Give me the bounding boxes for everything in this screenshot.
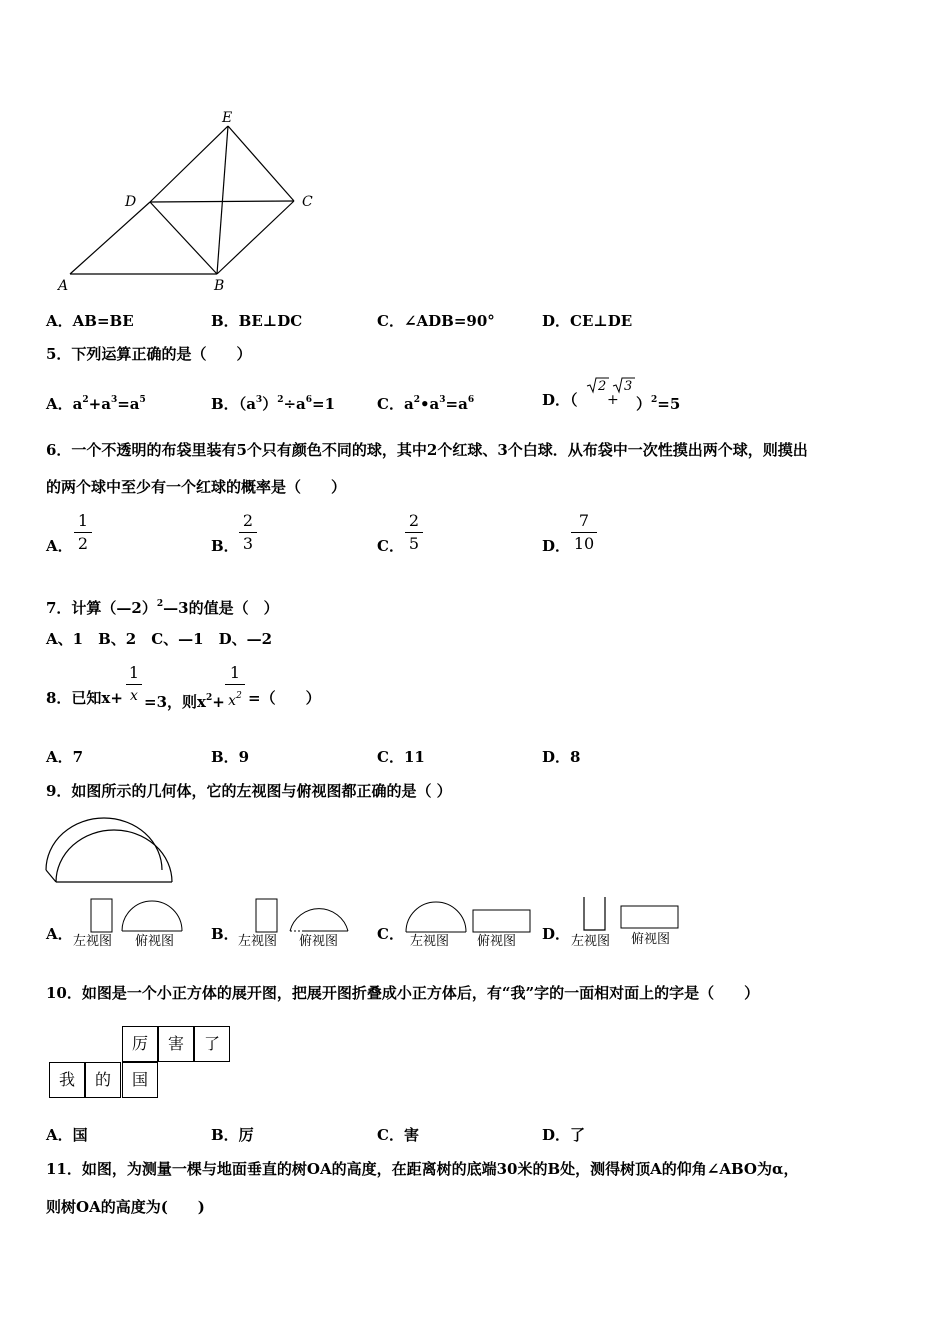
point-a-label: A — [58, 278, 69, 294]
denominator: 3 — [239, 532, 257, 555]
numerator: 2 — [242, 511, 254, 530]
q9-option-d-letter: D． — [542, 925, 571, 943]
q7-options: A、1 B、2 C、—1 D、—2 — [46, 630, 273, 648]
q5-stem: 5．下列运算正确的是（ ） — [46, 345, 252, 363]
q5-option-c: C．$a^2•a^3=a^6$ — [377, 395, 475, 413]
q10-option-b: B．厉 — [211, 1126, 254, 1144]
q10-option-a: A．国 — [46, 1126, 88, 1144]
point-e-label: E — [222, 110, 233, 126]
q9-c-left-view-label: 左视图 — [410, 934, 450, 949]
q5-option-d-tail: ）$^2$=5 — [636, 395, 681, 413]
denominator: 2 — [74, 532, 92, 555]
q5-option-b: B．$(a^3)^2\div a^6=1$ — [211, 395, 336, 413]
q10-stem: 10．如图是一个小正方体的展开图，把展开图折叠成小正方体后，有“我”字的一面相对面上的字是（ ） — [46, 984, 760, 1002]
cube-net — [49, 1026, 239, 1102]
q4-option-b: B．BE⊥DC — [211, 312, 303, 330]
q8-option-a: A．7 — [46, 748, 84, 766]
q8-fraction-2 — [225, 662, 245, 712]
q8-stem-pre: 8．已知x+ — [46, 689, 123, 707]
net-cell-wo: 我 — [49, 1062, 85, 1098]
q9-d-top-view-label: 俯视图 — [631, 932, 671, 947]
q8-fraction-1 — [126, 662, 142, 707]
denominator: 5 — [405, 532, 423, 555]
q8-stem-mid: =3，则$x^2+$ — [144, 693, 225, 711]
point-b-label: B — [214, 278, 225, 294]
plus-sign: + — [607, 392, 619, 408]
numerator: 1 — [229, 663, 241, 682]
q9-d-top-view — [620, 905, 680, 931]
q6-option-a-letter: A． — [46, 537, 73, 555]
sqrt-radicand-2: 2 — [598, 379, 607, 394]
q9-option-c-letter: C． — [377, 925, 404, 943]
q6-option-d-fraction — [571, 510, 597, 555]
denominator: x — [126, 684, 142, 707]
numerator: 7 — [578, 511, 590, 530]
numerator: 1 — [77, 511, 89, 530]
point-c-label: C — [302, 194, 313, 210]
q5-option-a: A．$a^2+a^3=a^5$ — [46, 395, 146, 413]
net-cell-guo: 国 — [122, 1062, 158, 1098]
q11-stem-line1: 11．如图，为测量一棵与地面垂直的树OA的高度，在距离树的底端30米的B处，测得树顶A的仰角∠ABO为α， — [46, 1160, 799, 1178]
q8-option-b: B．9 — [211, 748, 250, 766]
q9-b-top-view-label: 俯视图 — [299, 934, 339, 949]
quadrilateral-figure — [52, 106, 332, 296]
q4-option-a: A．AB=BE — [46, 312, 134, 330]
q9-a-top-view-label: 俯视图 — [135, 934, 175, 949]
q9-stem: 9．如图所示的几何体，它的左视图与俯视图都正确的是（ ） — [46, 782, 452, 800]
semicylinder-solid-figure — [44, 812, 174, 888]
q8-option-d: D．8 — [542, 748, 581, 766]
q6-stem-line1: 6．一个不透明的布袋里装有5个只有颜色不同的球，其中2个红球、3个白球．从布袋中一次性摸出两个球，则摸出 — [46, 441, 808, 459]
q9-d-left-view-label: 左视图 — [571, 934, 611, 949]
q9-b-left-view-label: 左视图 — [238, 934, 278, 949]
denominator: $x^2$ — [225, 684, 245, 712]
numerator: 2 — [408, 511, 420, 530]
q5-option-d: D．（ — [542, 391, 578, 409]
q6-option-d-letter: D． — [542, 537, 571, 555]
net-cell-li: 厉 — [122, 1026, 158, 1062]
q6-option-b-letter: B． — [211, 537, 239, 555]
q9-d-left-view — [582, 896, 608, 934]
sqrt-radicand-3: 3 — [624, 379, 633, 394]
q9-b-left-view — [255, 898, 279, 934]
q11-stem-line2: 则树OA的高度为( ) — [46, 1198, 205, 1216]
q10-option-d: D．了 — [542, 1126, 586, 1144]
q6-option-b-fraction — [239, 510, 257, 555]
net-cell-de: 的 — [85, 1062, 121, 1098]
q9-a-left-view-label: 左视图 — [73, 934, 113, 949]
q9-c-left-view — [404, 900, 468, 934]
q9-c-top-view-label: 俯视图 — [477, 934, 517, 949]
net-cell-le: 了 — [194, 1026, 230, 1062]
q4-option-d: D．CE⊥DE — [542, 312, 633, 330]
net-cell-hai: 害 — [158, 1026, 194, 1062]
q9-b-top-view — [286, 899, 350, 933]
denominator: 10 — [571, 532, 597, 555]
q6-option-c-fraction — [405, 510, 423, 555]
q7-stem: 7．计算（—2）$^2$—3的值是（ ） — [46, 599, 279, 617]
q9-option-a-letter: A． — [46, 925, 73, 943]
numerator: 1 — [128, 663, 140, 682]
q9-a-left-view — [90, 898, 114, 934]
point-d-label: D — [125, 194, 137, 210]
q6-option-c-letter: C． — [377, 537, 404, 555]
q10-option-c: C．害 — [377, 1126, 419, 1144]
q4-option-c: C．∠ADB=90° — [377, 312, 495, 330]
q8-option-c: C．11 — [377, 748, 425, 766]
q9-a-top-view — [120, 899, 184, 933]
q6-option-a-fraction — [74, 510, 92, 555]
q8-stem-post: =（ ） — [248, 689, 321, 707]
q9-option-b-letter: B． — [211, 925, 239, 943]
q6-stem-line2: 的两个球中至少有一个红球的概率是（ ） — [46, 478, 347, 496]
